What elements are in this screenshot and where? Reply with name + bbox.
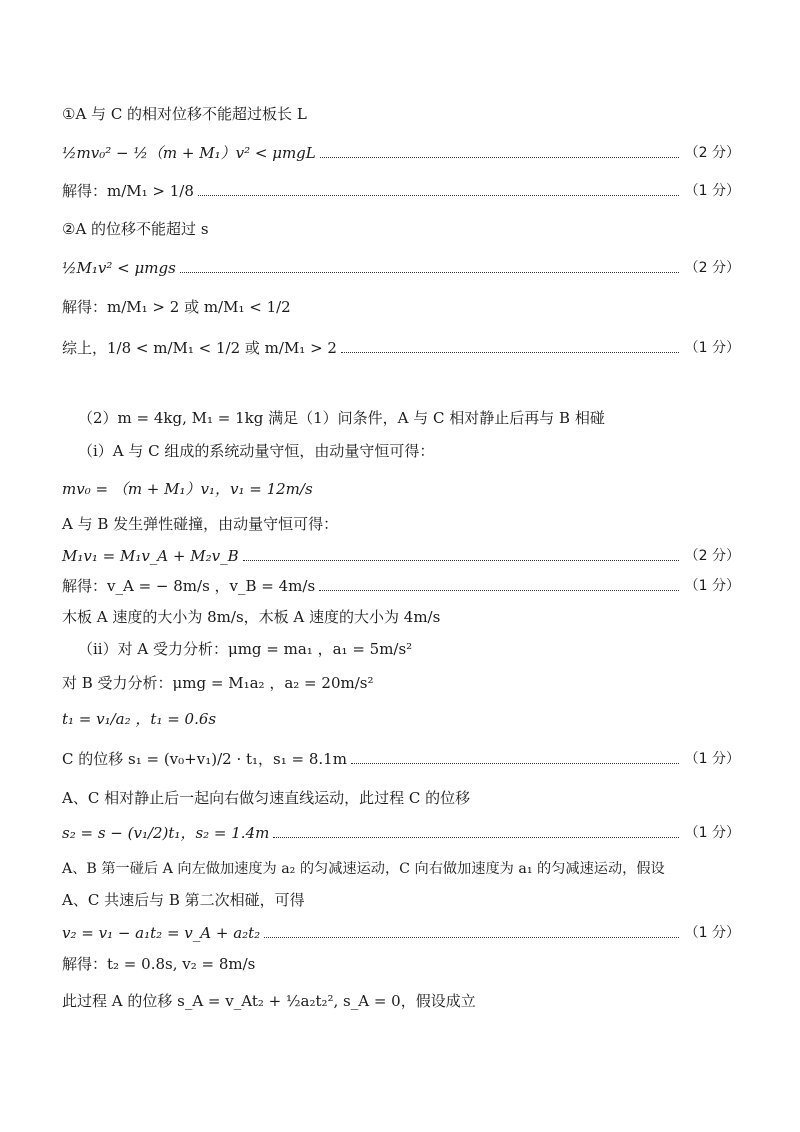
line-12 [62, 545, 740, 567]
line-text: 对 B 受力分析：μmg = M₁a₂ ，a₂ = 20m/s² [62, 674, 374, 692]
score-label: （2 分） [684, 548, 740, 564]
score-label: （1 分） [684, 183, 740, 199]
line-19 [62, 787, 740, 809]
line-10 [62, 478, 740, 500]
line-text: A、C 相对静止后一起向右做匀速直线运动，此过程 C 的位移 [62, 789, 471, 807]
line-2 [62, 142, 740, 164]
line-text: t₁ = v₁/a₂ ，t₁ = 0.6s [62, 710, 217, 728]
line-9 [78, 440, 740, 462]
line-5 [62, 257, 740, 279]
line-21 [62, 858, 740, 880]
line-8 [78, 407, 740, 429]
line-text: 综上，1/8 < m/M₁ < 1/2 或 m/M₁ > 2 [62, 339, 337, 357]
line-1 [62, 103, 740, 125]
score-label: （1 分） [684, 340, 740, 356]
line-text: ½mv₀² − ½（m + M₁）v² < μmgL [62, 144, 316, 162]
score-label: （2 分） [684, 260, 740, 276]
line-text: 解得：t₂ = 0.8s, v₂ = 8m/s [62, 955, 256, 973]
dot-leader [264, 936, 678, 938]
line-text: 此过程 A 的位移 s_A = v_At₂ + ½a₂t₂², s_A = 0，假设成立 [62, 992, 476, 1010]
line-4 [62, 218, 740, 240]
line-20 [62, 822, 740, 844]
line-text: A 与 B 发生弹性碰撞，由动量守恒可得： [62, 515, 339, 533]
line-13 [62, 575, 740, 597]
line-text: ②A 的位移不能超过 s [62, 220, 209, 238]
line-17 [62, 708, 740, 730]
line-text: 木板 A 速度的大小为 8m/s，木板 A 速度的大小为 4m/s [62, 608, 441, 626]
score-label: （2 分） [684, 145, 740, 161]
score-label: （1 分） [684, 751, 740, 767]
score-label: （1 分） [684, 925, 740, 941]
line-14 [62, 606, 740, 628]
line-text: （ii）对 A 受力分析：μmg = ma₁ ，a₁ = 5m/s² [78, 640, 413, 658]
line-text: 解得：m/M₁ > 2 或 m/M₁ < 1/2 [62, 298, 291, 316]
line-16 [62, 672, 740, 694]
dot-leader [198, 194, 679, 196]
dot-leader [273, 836, 678, 838]
line-text: C 的位移 s₁ = (v₀+v₁)/2 · t₁，s₁ = 8.1m [62, 750, 347, 768]
score-label: （1 分） [684, 578, 740, 594]
dot-leader [319, 589, 678, 591]
score-label: （1 分） [684, 825, 740, 841]
line-23 [62, 922, 740, 944]
line-text: A、C 共速后与 B 第二次相碰，可得 [62, 891, 305, 909]
dot-leader [320, 156, 679, 158]
dot-leader [351, 762, 679, 764]
line-text: ½M₁v² < μmgs [62, 259, 176, 277]
line-text: （2）m = 4kg, M₁ = 1kg 满足（1）问条件，A 与 C 相对静止后再与 B 相碰 [78, 409, 605, 427]
line-text: A、B 第一碰后 A 向左做加速度为 a₂ 的匀减速运动，C 向右做加速度为 a₁ 的匀减速运动，假设 [62, 861, 665, 877]
line-text: M₁v₁ = M₁v_A + M₂v_B [62, 547, 239, 565]
dot-leader [341, 351, 679, 353]
line-18 [62, 748, 740, 770]
line-text: ①A 与 C 的相对位移不能超过板长 L [62, 105, 307, 123]
line-25 [62, 990, 740, 1012]
line-text: 解得：v_A = − 8m/s ，v_B = 4m/s [62, 577, 316, 595]
line-text: v₂ = v₁ − a₁t₂ = v_A + a₂t₂ [62, 924, 261, 942]
line-7 [62, 337, 740, 359]
dot-leader [180, 271, 679, 273]
line-text: mv₀ = （m + M₁）v₁，v₁ = 12m/s [62, 480, 313, 498]
line-22 [62, 889, 740, 911]
line-3 [62, 180, 740, 202]
line-24 [62, 953, 740, 975]
line-text: 解得：m/M₁ > 1/8 [62, 182, 194, 200]
line-11 [62, 513, 740, 535]
line-6 [62, 296, 740, 318]
line-text: （i）A 与 C 组成的系统动量守恒，由动量守恒可得： [78, 442, 435, 460]
line-15 [78, 638, 740, 660]
line-text: s₂ = s − (v₁/2)t₁，s₂ = 1.4m [62, 824, 270, 842]
dot-leader [243, 559, 679, 561]
